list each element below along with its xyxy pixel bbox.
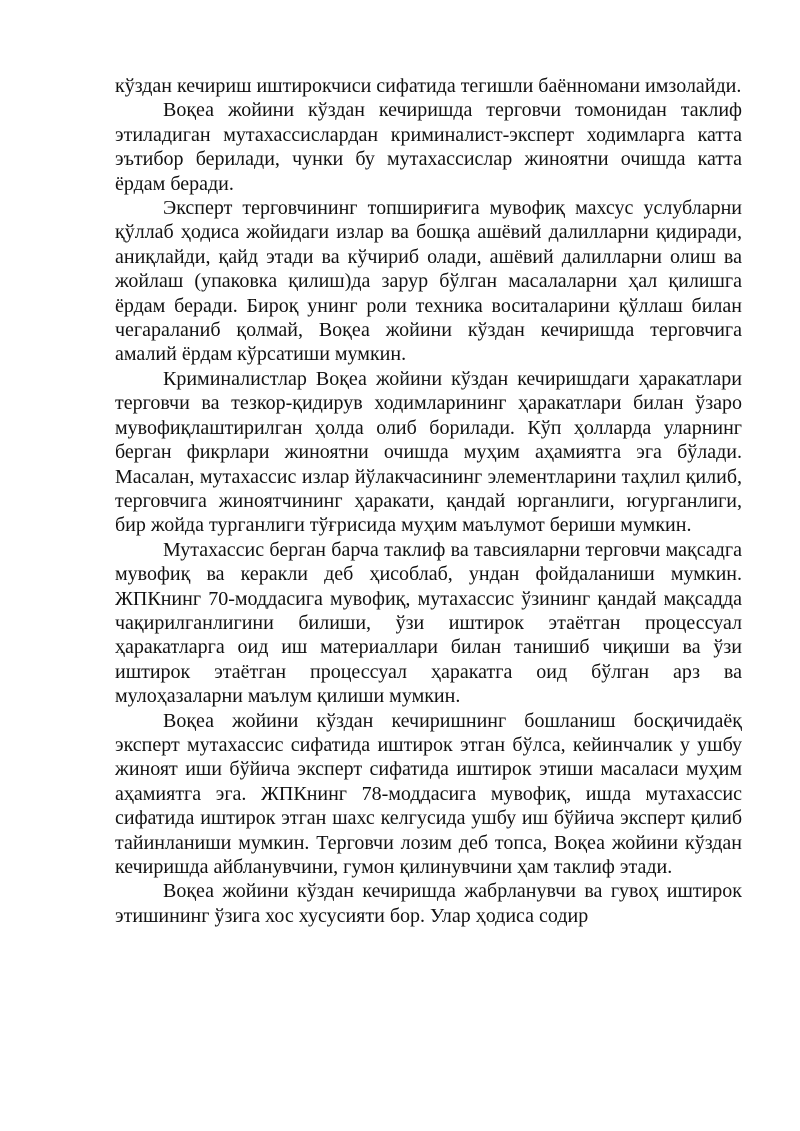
document-page — [115, 74, 742, 928]
paragraph-continuation: кўздан кечириш иштирокчиси сифатида тегишли баённомани имзолайди. — [115, 75, 742, 97]
paragraph-criminalists: Криминалистлар Воқеа жойини кўздан кечиришдаги ҳаракатлари терговчи ва тезкор-қидирув ходимларининг ҳаракатлари билан ўзаро мувофиқлаштирилган ҳолда олиб борилади. Кўп ҳолларда уларнинг берган фикрлари жиноятни очишда муҳим аҳамиятга эга бўлади. Масалан, мутахассис излар йўлакчасининг элементларини таҳлил қилиб, терговчига жиноятчининг ҳаракати, қандай юрганлиги, югурганлиги, бир жойда турганлиги тўғрисида муҳим маълумот бериши мумкин. — [115, 367, 742, 537]
paragraph-expert-participation: Воқеа жойини кўздан кечиришнинг бошланиш босқичидаёқ эксперт мутахассис сифатида иштирок этган бўлса, кейинчалик у ушбу жиноят иши бўйича эксперт сифатида иштирок этиши масаласи муҳим аҳамиятга эга. ЖПКнинг 78-моддасига мувофиқ, ишда мутахассис сифатида иштирок этган шахс келгусида ушбу иш бўйича эксперт қилиб тайинланиши мумкин. Терговчи лозим деб топса, Воқеа жойини кўздан кечиришда айбланувчини, гумон қилинувчини ҳам таклиф этади. — [115, 709, 742, 878]
paragraph-specialists: Воқеа жойини кўздан кечиришда терговчи томонидан таклиф этиладиган мутахассислардан криминалист-эксперт ходимларга катта эътибор берилади, чунки бу мутахассислар жиноятни очишда катта ёрдам беради. — [115, 99, 742, 195]
paragraph-victim-witness: Воқеа жойини кўздан кечиришда жабрланувчи ва гувоҳ иштирок этишининг ўзига хос хусусияти бор. Улар ҳодиса содир — [115, 880, 742, 927]
paragraph-specialist-proposals: Мутахассис берган барча таклиф ва тавсияларни терговчи мақсадга мувофиқ ва керакли деб ҳисоблаб, ундан фойдаланиши мумкин. ЖПКнинг 70-моддасига мувофиқ, мутахассис ўзининг қандай мақсадда чақирилганлигини билиши, ўзи иштирок этаётган процессуал ҳаракатларга оид иш материаллари билан танишиб чиқиши ва ўзи иштирок этаётган процессуал ҳаракатга оид бўлган арз ва мулоҳазаларни маълум қилиши мумкин. — [115, 538, 742, 708]
paragraph-expert-role: Эксперт терговчининг топшириғига мувофиқ махсус услубларни қўллаб ҳодиса жойидаги излар ва бошқа ашёвий далилларни қидиради, аниқлайди, қайд этади ва кўчириб олади, ашёвий далилларни олиш ва жойлаш (упаковка қилиш)да зарур бўлган масалаларни ҳал қилишга ёрдам беради. Бироқ унинг роли техника воситаларини қўллаш билан чегараланиб қолмай, Воқеа жойини кўздан кечиришда терговчига амалий ёрдам кўрсатиши мумкин. — [115, 197, 742, 366]
